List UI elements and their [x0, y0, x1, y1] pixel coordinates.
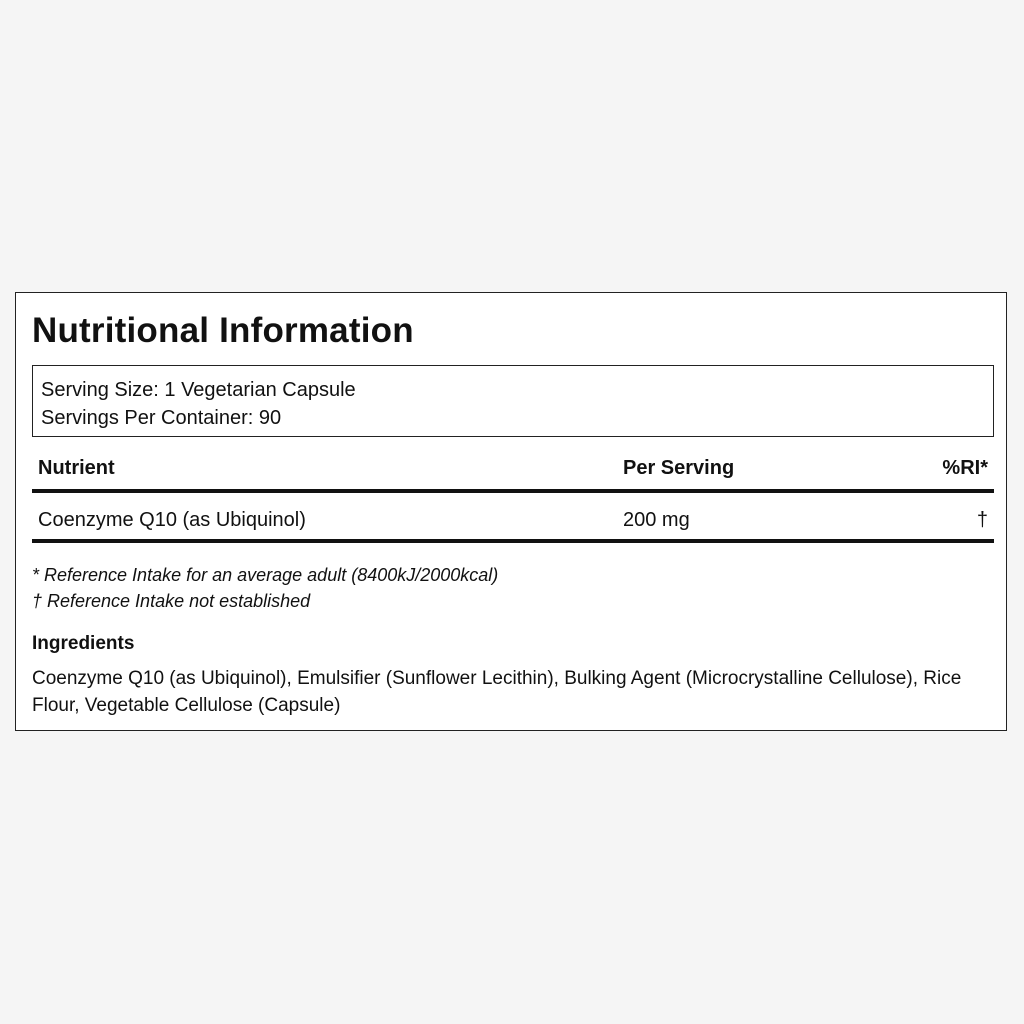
row-per-serving: 200 mg [623, 509, 690, 531]
serving-size: Serving Size: 1 Vegetarian Capsule [41, 379, 356, 401]
footnote-not-established: † Reference Intake not established [32, 591, 311, 611]
page-title: Nutritional Information [32, 311, 414, 350]
table-bottom-divider [32, 539, 994, 543]
footnote-reference-intake: * Reference Intake for an average adult (8400kJ/2000kcal) [32, 565, 499, 585]
nutrient-table [32, 453, 994, 543]
footnotes [32, 562, 498, 614]
row-ri: † [976, 509, 988, 531]
servings-per-container: Servings Per Container: 90 [41, 407, 282, 429]
header-per-serving: Per Serving [623, 457, 735, 479]
row-nutrient: Coenzyme Q10 (as Ubiquinol) [38, 509, 306, 531]
ingredients-heading: Ingredients [32, 633, 135, 654]
ingredients-text: Coenzyme Q10 (as Ubiquinol), Emulsifier (Sunflower Lecithin), Bulking Agent (Microcrystalline Cellulose), Rice Flour, Vegetable Cellulose (Capsule) [32, 668, 962, 716]
nutrition-panel [15, 292, 1007, 731]
header-ri: %RI* [942, 457, 988, 479]
header-nutrient: Nutrient [38, 457, 115, 479]
table-row [32, 493, 994, 539]
table-header [32, 453, 994, 489]
serving-info-box [32, 365, 994, 437]
